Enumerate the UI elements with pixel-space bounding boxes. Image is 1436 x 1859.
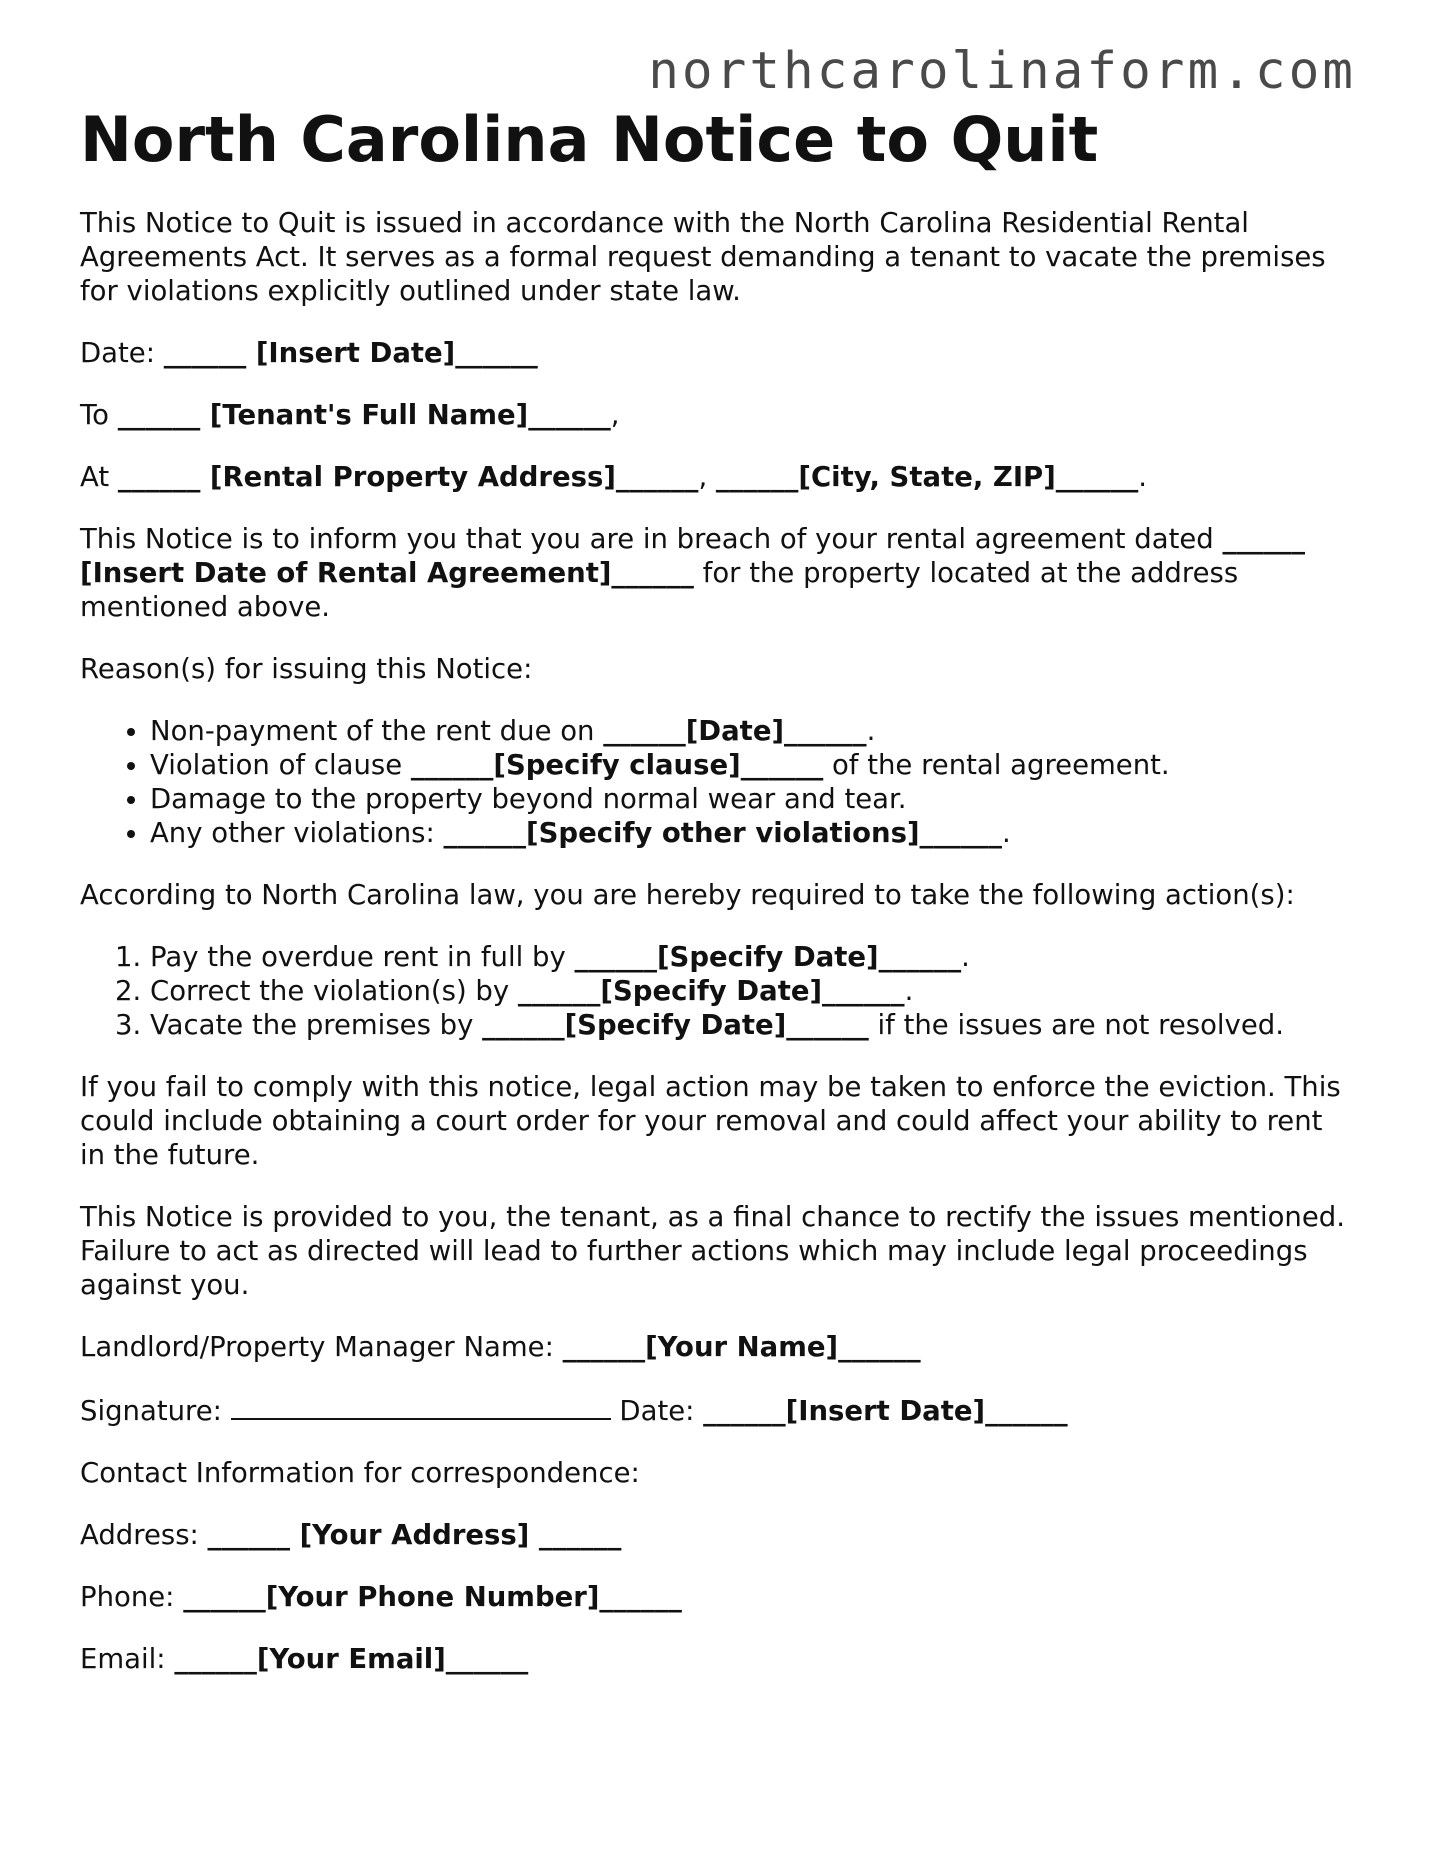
actions-list xyxy=(80,940,1356,1042)
actions-label: According to North Carolina law, you are hereby required to take the following action(s): xyxy=(80,879,1295,911)
reason-field: ______[Date]______ xyxy=(603,715,867,747)
landlord-label: Landlord/Property Manager Name: xyxy=(80,1331,563,1363)
action-suffix: . xyxy=(904,975,914,1007)
landlord-line xyxy=(80,1330,1356,1364)
date-label: Date: xyxy=(80,337,164,369)
phone-line xyxy=(80,1580,1356,1614)
reasons-label: Reason(s) for issuing this Notice: xyxy=(80,653,533,685)
landlord-name-field: ______[Your Name]______ xyxy=(562,1331,921,1363)
signature-date-label: Date: xyxy=(610,1395,704,1427)
reason-suffix: . xyxy=(866,715,876,747)
at-line xyxy=(80,460,1356,494)
reason-suffix: of the rental agreement. xyxy=(823,749,1170,781)
to-label: To xyxy=(80,399,118,431)
breach-pre: This Notice is to inform you that you are in breach of your rental agreement dated xyxy=(80,523,1223,555)
address-label: Address: xyxy=(80,1519,208,1551)
reason-text: Violation of clause xyxy=(150,749,411,781)
city-state-zip-field: ______[City, State, ZIP]______ xyxy=(715,461,1139,493)
document-body xyxy=(80,206,1356,1704)
reason-text: Damage to the property beyond normal wear and tear. xyxy=(150,783,907,815)
property-address-field: ______ [Rental Property Address]______ xyxy=(117,461,699,493)
list-item xyxy=(150,714,1356,748)
final-paragraph: This Notice is provided to you, the tenant, as a final chance to rectify the issues mentioned. Failure to act as directed will lead to further actions which may include legal proceedings against you. xyxy=(80,1201,1345,1301)
document-title: North Carolina Notice to Quit xyxy=(80,103,1099,176)
phone-label: Phone: xyxy=(80,1581,184,1613)
reason-suffix: . xyxy=(1002,817,1011,849)
list-item xyxy=(150,974,1356,1008)
action-field: ______[Specify Date]______ xyxy=(517,975,905,1007)
list-item xyxy=(150,940,1356,974)
phone-field: ______[Your Phone Number]______ xyxy=(183,1581,682,1613)
action-field: ______[Specify Date]______ xyxy=(482,1009,869,1041)
fail-paragraph: If you fail to comply with this notice, legal action may be taken to enforce the eviction. This could include obtaining a court order for your removal and could affect your ability to rent in the future. xyxy=(80,1071,1341,1171)
list-item xyxy=(150,1008,1356,1042)
address-field: ______ [Your Address] ______ xyxy=(207,1519,622,1551)
at-separator: , xyxy=(698,461,716,493)
action-field: ______[Specify Date]______ xyxy=(574,941,962,973)
signature-label: Signature: xyxy=(80,1395,231,1427)
list-item xyxy=(150,782,1356,816)
intro-paragraph: This Notice to Quit is issued in accordance with the North Carolina Residential Rental Agreements Act. It serves as a formal request demanding a tenant to vacate the premises for violations explicitly outlined under state law. xyxy=(80,207,1326,307)
reason-field: ______[Specify clause]______ xyxy=(410,749,824,781)
date-field: ______ [Insert Date]______ xyxy=(163,337,538,369)
list-item xyxy=(150,816,1356,850)
action-text: Pay the overdue rent in full by xyxy=(150,941,575,973)
date-line xyxy=(80,336,1356,370)
tenant-name-field: ______ [Tenant's Full Name]______ xyxy=(117,399,611,431)
address-line xyxy=(80,1518,1356,1552)
agreement-date-field: ______ [Insert Date of Rental Agreement]______ xyxy=(80,523,1305,589)
reason-field: ______[Specify other violations]______ xyxy=(443,817,1003,849)
signature-line xyxy=(80,1392,1356,1428)
breach-post: for the property located at the address mentioned above. xyxy=(80,557,1239,623)
at-label: At xyxy=(80,461,118,493)
action-text: Vacate the premises by xyxy=(150,1009,483,1041)
reason-text: Non-payment of the rent due on xyxy=(150,715,604,747)
email-line xyxy=(80,1642,1356,1676)
action-suffix: if the issues are not resolved. xyxy=(868,1009,1284,1041)
to-suffix: , xyxy=(610,399,620,431)
list-item xyxy=(150,748,1356,782)
action-suffix: . xyxy=(961,941,970,973)
action-text: Correct the violation(s) by xyxy=(150,975,518,1007)
to-line xyxy=(80,398,1356,432)
email-label: Email: xyxy=(80,1643,175,1675)
signature-date-field: ______[Insert Date]______ xyxy=(703,1395,1068,1427)
reasons-list xyxy=(80,714,1356,850)
at-suffix: . xyxy=(1138,461,1148,493)
email-field: ______[Your Email]______ xyxy=(174,1643,529,1675)
site-watermark: northcarolinaform.com xyxy=(648,42,1356,101)
signature-blank xyxy=(231,1392,611,1420)
reason-text: Any other violations: xyxy=(150,817,444,849)
contact-label: Contact Information for correspondence: xyxy=(80,1457,640,1489)
breach-paragraph xyxy=(80,522,1356,624)
